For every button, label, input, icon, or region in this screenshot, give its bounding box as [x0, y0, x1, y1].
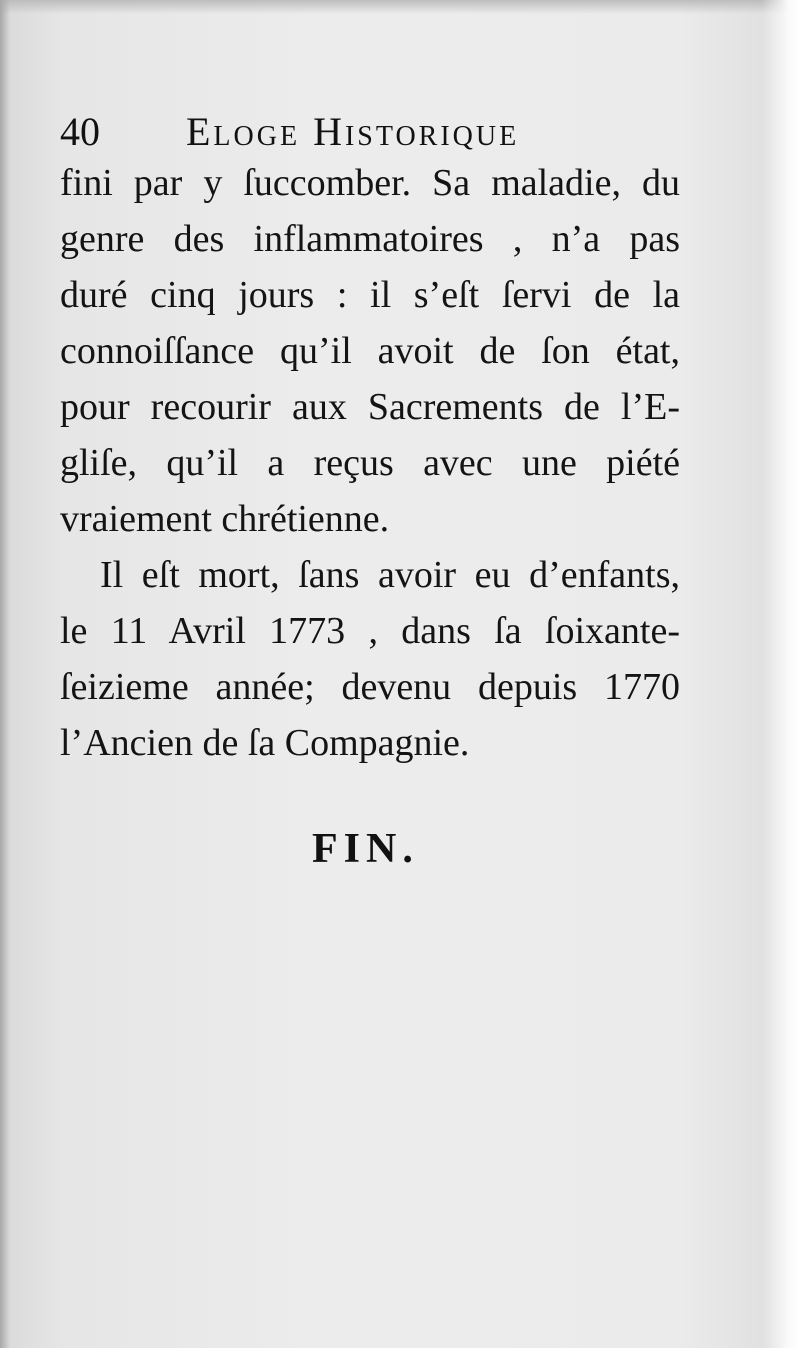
page-right-edge	[762, 0, 800, 1348]
text-line: ſeizieme année; devenu depuis 1770	[60, 666, 680, 708]
page-number: 40	[60, 109, 100, 154]
text-line: fini par y ſuccomber. Sa maladie, du	[60, 162, 680, 204]
finis: FIN.	[312, 826, 419, 872]
text-line: genre des inflammatoires , n’a pas	[60, 218, 680, 260]
text-line: connoiſſance qu’il avoit de ſon état,	[60, 330, 680, 372]
text-line: Il eſt mort, ſans avoir eu d’enfants,	[100, 554, 680, 596]
text-line: le 11 Avril 1773 , dans ſa ſoixante-	[60, 610, 680, 652]
text-line: duré cinq jours : il s’eſt ſervi de la	[60, 274, 680, 316]
page-header	[60, 108, 620, 152]
page-top-shadow	[0, 0, 800, 14]
text-line: pour recourir aux Sacrements de l’E-	[60, 386, 680, 428]
text-line: gliſe, qu’il a reçus avec une piété	[60, 442, 680, 484]
page-gutter-shadow	[0, 0, 10, 1348]
text-line: l’Ancien de ſa Compagnie.	[60, 722, 470, 764]
running-title: Eloge Historique	[186, 109, 520, 154]
text-line: vraiement chrétienne.	[60, 498, 390, 540]
